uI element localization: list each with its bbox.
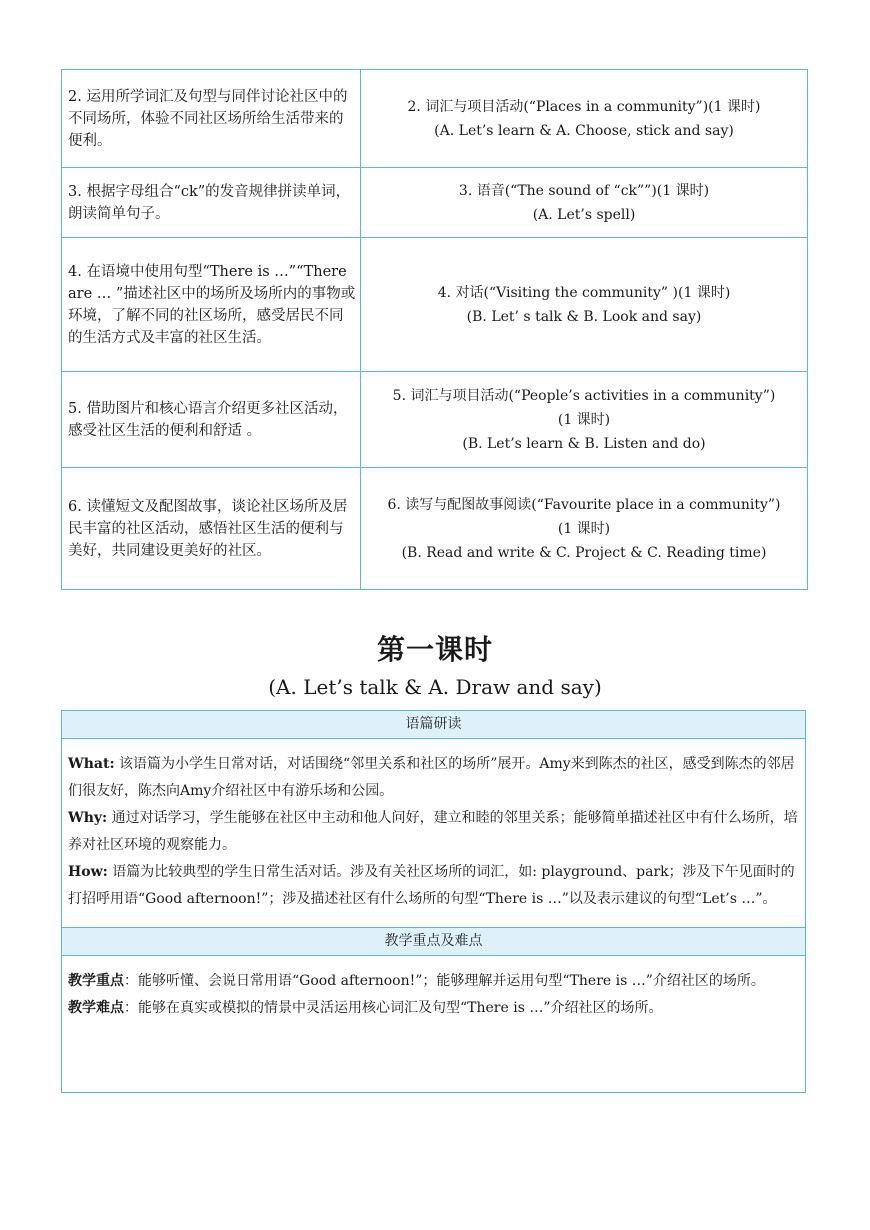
why-label: Why: [68,810,108,826]
lesson-line: (A. Let’s learn & A. Choose, stick and say) [434,122,734,139]
lesson-line: (A. Let’s spell) [532,206,636,223]
how-text: 语篇为比较典型的学生日常生活对话。涉及有关社区场所的词汇，如: playground、park；涉及下午见面时的打招呼用语“Good afternoon!”；涉及描述社区有什么场所的句型“There is …”以及表示建议的句型“Let’s …”。 [68,864,795,907]
lesson-cell [361,468,808,590]
section-header-text-study: 语篇研读 [62,711,805,739]
why-paragraph [68,805,799,859]
lesson-line: (1 课时) [557,520,611,537]
objective-cell: 6. 读懂短文及配图故事，谈论社区场所及居民丰富的社区活动，感悟社区生活的便利与美好，共同建设更美好的社区。 [62,468,361,590]
difficulty-text: ：能够在真实或模拟的情景中灵活运用核心词汇及句型“There is …”介绍社区的场所。 [124,1000,663,1016]
lesson-line: 3. 语音(“The sound of “ck””)(1 课时) [458,182,710,199]
table-row [62,238,808,372]
lesson-title: 第一课时 [376,633,493,666]
lesson-cell [361,168,808,238]
section-header-key-points: 教学重点及难点 [62,927,805,956]
lesson-line: (B. Let’ s talk & B. Look and say) [466,308,702,325]
what-text: 该语篇为小学生日常对话，对话围绕“邻里关系和社区的场所”展开。Amy来到陈杰的社区，感受到陈杰的邻居们很友好，陈杰向Amy介绍社区中有游乐场和公园。 [68,756,795,799]
key-point-text: ：能够听懂、会说日常用语“Good afternoon!”；能够理解并运用句型“There is …”介绍社区的场所。 [124,973,765,989]
objective-cell: 5. 借助图片和核心语言介绍更多社区活动，感受社区生活的便利和舒适 。 [62,372,361,468]
table-row [62,168,808,238]
what-paragraph [68,751,799,805]
lesson-plan-table [61,69,808,590]
lesson-cell [361,70,808,168]
lesson-line: (B. Let’s learn & B. Listen and do) [462,435,706,452]
difficulty-label: 教学难点 [68,1000,124,1016]
objective-cell: 3. 根据字母组合“ck”的发音规律拼读单词，朗读简单句子。 [62,168,361,238]
analysis-panel [61,710,806,1093]
objective-cell: 2. 运用所学词汇及句型与同伴讨论社区中的不同场所，体验不同社区场所给生活带来的便利。 [62,70,361,168]
table-row [62,468,808,590]
lesson-subtitle: (A. Let’s talk & A. Draw and say) [268,675,602,699]
lesson-line: 4. 对话(“Visiting the community” )(1 课时) [437,284,731,301]
lesson-cell [361,238,808,372]
lesson-line: 6. 读写与配图故事阅读(“Favourite place in a community”) [387,496,781,513]
what-label: What: [68,756,115,772]
how-paragraph [68,859,799,913]
lesson-line: (B. Read and write & C. Project & C. Reading time) [401,544,767,561]
key-points-body [62,956,805,1030]
why-text: 通过对话学习，学生能够在社区中主动和他人问好，建立和睦的邻里关系；能够简单描述社区中有什么场所，培养对社区环境的观察能力。 [68,810,798,853]
key-point-paragraph [68,968,799,995]
lesson-line: (1 课时) [557,411,611,428]
key-point-label: 教学重点 [68,973,124,989]
text-study-body [62,739,805,927]
table-row [62,372,808,468]
how-label: How: [68,864,108,880]
lesson-line: 5. 词汇与项目活动(“People’s activities in a community”) [392,387,776,404]
table-row [62,70,808,168]
lesson-line: 2. 词汇与项目活动(“Places in a community”)(1 课时) [407,98,761,115]
objective-cell: 4. 在语境中使用句型“There is …”“There are … ”描述社区中的场所及场所内的事物或环境，了解不同的社区场所，感受居民不同的生活方式及丰富的社区生活。 [62,238,361,372]
lesson-cell [361,372,808,468]
difficulty-paragraph [68,995,799,1022]
